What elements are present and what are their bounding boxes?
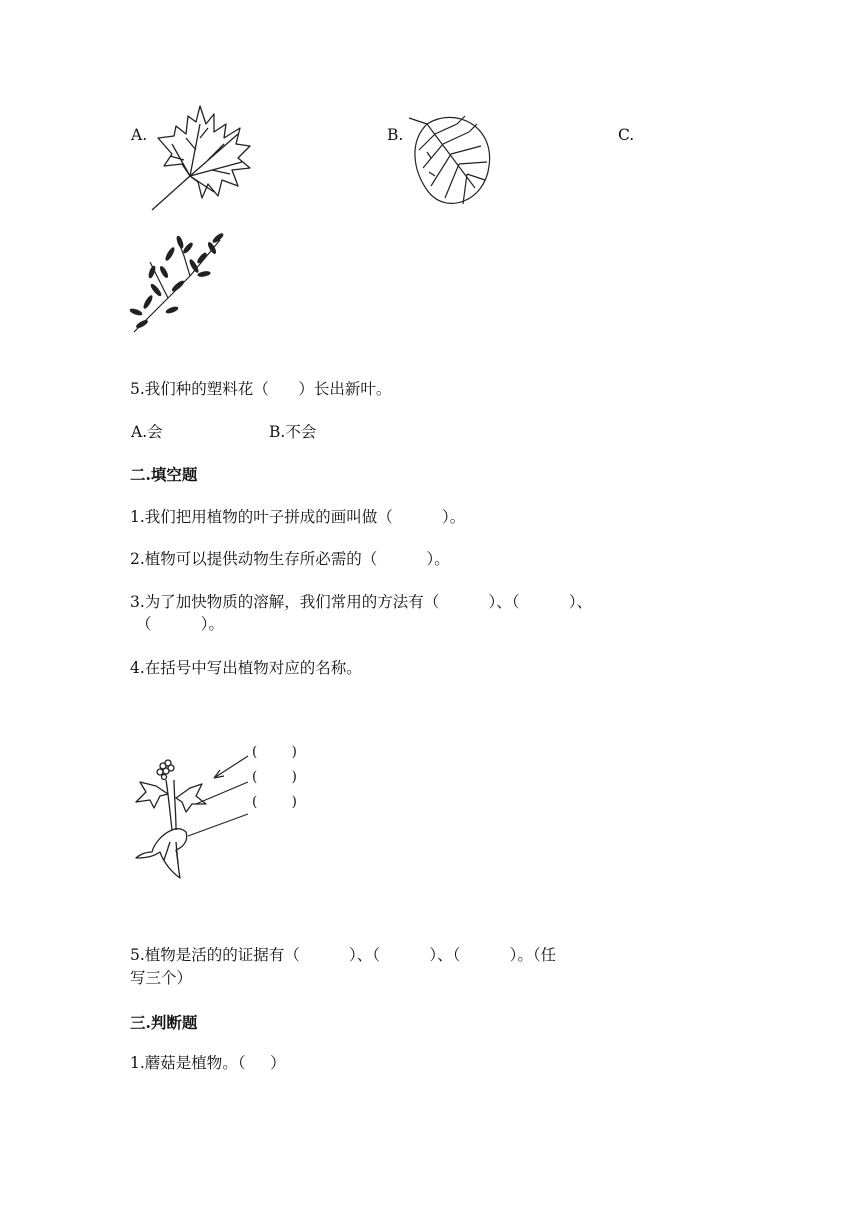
maple-leaf-image (150, 104, 258, 212)
fill-question-3-line-1: 3.为了加快物质的溶解，我们常用的方法有（ ）、（ ）、 (130, 593, 593, 611)
section-3-heading: 三.判断题 (130, 1013, 198, 1032)
oval-leaf-image (405, 106, 497, 210)
plant-diagram-image (130, 752, 260, 882)
fill-question-1: 1.我们把用植物的叶子拼成的画叫做（ ）。 (130, 508, 466, 526)
plant-blank-root: ( ) (252, 794, 297, 810)
question-5-text: 5.我们种的塑料花（ ）长出新叶。 (130, 380, 392, 398)
section-2-heading: 二.填空题 (130, 465, 198, 484)
option-b-text: B.不会 (269, 423, 317, 441)
fill-question-5-line-2: 写三个） (130, 969, 193, 987)
option-b-label: B. (387, 126, 404, 144)
option-c-label: C. (618, 126, 635, 144)
option-a-label: A. (131, 126, 148, 144)
fill-question-3-line-2: （ ）。 (136, 615, 225, 633)
plant-blank-leaf: ( ) (252, 769, 297, 785)
judge-question-1: 1.蘑菇是植物。（ ） (130, 1054, 286, 1072)
willow-branch-image (128, 232, 228, 336)
option-a-text: A.会 (131, 423, 163, 441)
fill-question-2: 2.植物可以提供动物生存所必需的（ ）。 (130, 550, 450, 568)
fill-question-5-line-1: 5.植物是活的的证据有（ ）、（ ）、（ ）。（任 (130, 946, 557, 964)
fill-question-4: 4.在括号中写出植物对应的名称。 (130, 659, 362, 677)
plant-blank-flower: ( ) (252, 744, 297, 760)
